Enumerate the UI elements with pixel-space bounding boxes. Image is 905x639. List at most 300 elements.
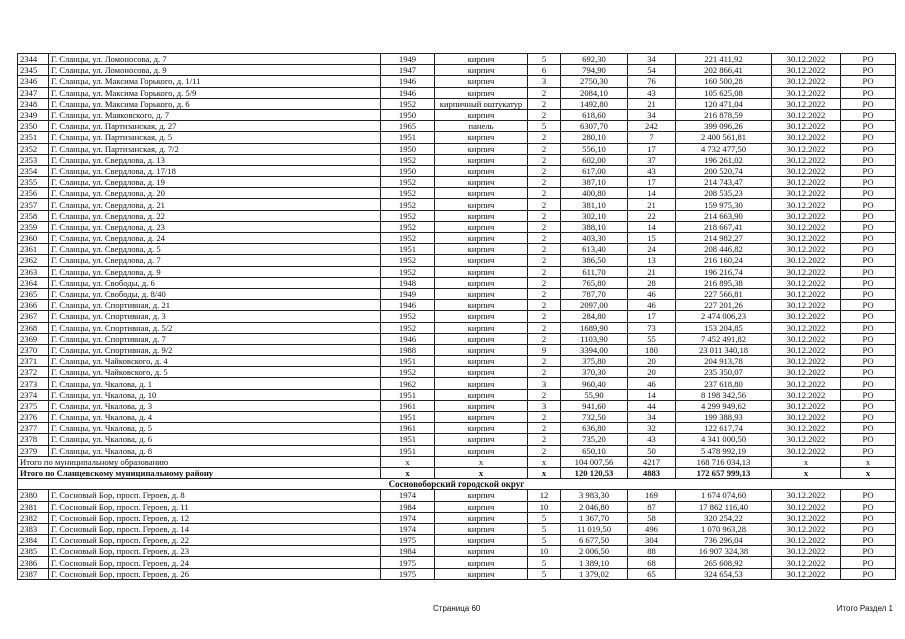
- cell-repair-cost: 324 654,53: [676, 568, 772, 579]
- cell-source-code: РО: [841, 568, 896, 579]
- cell-row-number: 2354: [18, 165, 49, 176]
- cell-residents: 76: [628, 76, 676, 87]
- cell-area: 3 983,30: [561, 490, 628, 501]
- cell-residents: 46: [628, 378, 676, 389]
- cell-repair-cost: 227 201,26: [676, 300, 772, 311]
- cell-row-number: 2349: [18, 109, 49, 120]
- cell-year-built: 1961: [381, 423, 435, 434]
- cell-deadline-date: 30.12.2022: [772, 109, 841, 120]
- cell-year-built: 1952: [381, 255, 435, 266]
- cell-row-number: 2345: [18, 65, 49, 76]
- table-row: [18, 423, 896, 434]
- table-row: [18, 568, 896, 579]
- cell-address: Г. Сланцы, ул. Чайковского, д. 5: [49, 367, 381, 378]
- cell-source-code: РО: [841, 523, 896, 534]
- total-municipal-label: Итого по муниципальному образованию: [18, 456, 381, 467]
- cell-repair-cost: 4 299 949,62: [676, 400, 772, 411]
- cell-wall-material: кирпич: [435, 154, 528, 165]
- table-row: [18, 87, 896, 98]
- cell-address: Г. Сланцы, ул. Партизанская, д. 7/2: [49, 143, 381, 154]
- cell-area: 381,10: [561, 199, 628, 210]
- cell-residents: 88: [628, 546, 676, 557]
- table-row: [18, 266, 896, 277]
- cell-residents: 46: [628, 288, 676, 299]
- cell-repair-cost: 399 096,26: [676, 121, 772, 132]
- cell-deadline-date: 30.12.2022: [772, 322, 841, 333]
- cell-repair-cost: 4 732 477,50: [676, 143, 772, 154]
- cell-address: Г. Сланцы, ул. Свердлова, д. 9: [49, 266, 381, 277]
- cell-year-built: 1975: [381, 568, 435, 579]
- cell-deadline-date: 30.12.2022: [772, 490, 841, 501]
- cell-repair-cost: 320 254,22: [676, 512, 772, 523]
- total-municipal-cost: 168 716 034,13: [676, 456, 772, 467]
- cell-source-code: РО: [841, 501, 896, 512]
- cell-address: Г. Сланцы, ул. Спортивная, д. 21: [49, 300, 381, 311]
- table-row: [18, 367, 896, 378]
- cell-wall-material: кирпич: [435, 143, 528, 154]
- cell-row-number: 2384: [18, 535, 49, 546]
- cell-residents: 14: [628, 188, 676, 199]
- cell-repair-cost: 4 341 000,50: [676, 434, 772, 445]
- cell-area: 692,30: [561, 54, 628, 65]
- cell-row-number: 2355: [18, 177, 49, 188]
- table-row: [18, 199, 896, 210]
- cell-floors: 2: [528, 233, 561, 244]
- table-row: [18, 378, 896, 389]
- table-row: [18, 188, 896, 199]
- table-row: [18, 233, 896, 244]
- cell-row-number: 2360: [18, 233, 49, 244]
- table-row: [18, 65, 896, 76]
- cell-year-built: 1975: [381, 557, 435, 568]
- cell-floors: 5: [528, 121, 561, 132]
- cell-area: 611,70: [561, 266, 628, 277]
- cell-year-built: 1950: [381, 165, 435, 176]
- cell-residents: 304: [628, 535, 676, 546]
- total-district-year: x: [381, 467, 435, 478]
- cell-row-number: 2366: [18, 300, 49, 311]
- cell-floors: 5: [528, 557, 561, 568]
- cell-year-built: 1988: [381, 344, 435, 355]
- cell-area: 6307,70: [561, 121, 628, 132]
- cell-residents: 43: [628, 165, 676, 176]
- cell-floors: 2: [528, 177, 561, 188]
- cell-source-code: РО: [841, 255, 896, 266]
- section-header-row: [18, 479, 896, 490]
- cell-row-number: 2380: [18, 490, 49, 501]
- cell-floors: 10: [528, 501, 561, 512]
- section-total-label: Итого Раздел 1: [836, 604, 893, 613]
- total-municipal-area: 104 007,56: [561, 456, 628, 467]
- cell-wall-material: кирпич: [435, 412, 528, 423]
- cell-source-code: РО: [841, 423, 896, 434]
- cell-area: 735,20: [561, 434, 628, 445]
- cell-residents: 34: [628, 109, 676, 120]
- cell-floors: 2: [528, 143, 561, 154]
- cell-address: Г. Сланцы, ул. Спортивная, д. 5/2: [49, 322, 381, 333]
- table-row: [18, 434, 896, 445]
- cell-year-built: 1951: [381, 389, 435, 400]
- cell-deadline-date: 30.12.2022: [772, 98, 841, 109]
- cell-row-number: 2358: [18, 210, 49, 221]
- cell-residents: 17: [628, 177, 676, 188]
- table-body-sosnovy-bor: [18, 490, 896, 580]
- cell-source-code: РО: [841, 378, 896, 389]
- cell-wall-material: кирпич: [435, 210, 528, 221]
- cell-floors: 2: [528, 188, 561, 199]
- cell-address: Г. Сланцы, ул. Маяковского, д. 7: [49, 109, 381, 120]
- cell-deadline-date: 30.12.2022: [772, 54, 841, 65]
- cell-deadline-date: 30.12.2022: [772, 76, 841, 87]
- cell-deadline-date: 30.12.2022: [772, 154, 841, 165]
- table-row: [18, 546, 896, 557]
- cell-area: 302,10: [561, 210, 628, 221]
- cell-year-built: 1952: [381, 210, 435, 221]
- cell-repair-cost: 16 907 324,38: [676, 546, 772, 557]
- table-row: [18, 54, 896, 65]
- cell-source-code: РО: [841, 356, 896, 367]
- cell-repair-cost: 227 566,81: [676, 288, 772, 299]
- cell-area: 400,80: [561, 188, 628, 199]
- cell-year-built: 1984: [381, 546, 435, 557]
- cell-area: 1 367,70: [561, 512, 628, 523]
- cell-source-code: РО: [841, 266, 896, 277]
- cell-wall-material: кирпич: [435, 378, 528, 389]
- cell-floors: 2: [528, 87, 561, 98]
- cell-wall-material: кирпич: [435, 65, 528, 76]
- cell-row-number: 2374: [18, 389, 49, 400]
- cell-wall-material: кирпич: [435, 434, 528, 445]
- total-district-label: Итого по Сланцевскому муниципальному району: [18, 467, 381, 478]
- cell-source-code: РО: [841, 132, 896, 143]
- cell-source-code: РО: [841, 54, 896, 65]
- table-body-slantsy: [18, 54, 896, 457]
- cell-floors: 3: [528, 400, 561, 411]
- cell-floors: 2: [528, 266, 561, 277]
- cell-floors: 2: [528, 255, 561, 266]
- cell-residents: 87: [628, 501, 676, 512]
- cell-address: Г. Сосновый Бор, просп. Героев, д. 12: [49, 512, 381, 523]
- cell-wall-material: панель: [435, 121, 528, 132]
- cell-year-built: 1952: [381, 154, 435, 165]
- cell-row-number: 2350: [18, 121, 49, 132]
- cell-address: Г. Сланцы, ул. Свердлова, д. 7: [49, 255, 381, 266]
- cell-area: 1103,90: [561, 333, 628, 344]
- cell-year-built: 1951: [381, 356, 435, 367]
- cell-floors: 2: [528, 199, 561, 210]
- cell-repair-cost: 218 667,41: [676, 221, 772, 232]
- cell-repair-cost: 105 625,08: [676, 87, 772, 98]
- cell-area: 765,80: [561, 277, 628, 288]
- cell-residents: 55: [628, 333, 676, 344]
- cell-repair-cost: 1 070 963,28: [676, 523, 772, 534]
- cell-deadline-date: 30.12.2022: [772, 221, 841, 232]
- cell-area: 6 677,50: [561, 535, 628, 546]
- table-row: [18, 277, 896, 288]
- cell-row-number: 2353: [18, 154, 49, 165]
- cell-repair-cost: 1 674 074,60: [676, 490, 772, 501]
- table-row: [18, 400, 896, 411]
- cell-row-number: 2367: [18, 311, 49, 322]
- cell-residents: 34: [628, 54, 676, 65]
- cell-row-number: 2375: [18, 400, 49, 411]
- cell-floors: 2: [528, 300, 561, 311]
- cell-row-number: 2370: [18, 344, 49, 355]
- cell-source-code: РО: [841, 546, 896, 557]
- cell-residents: 58: [628, 512, 676, 523]
- cell-residents: 20: [628, 367, 676, 378]
- cell-source-code: РО: [841, 143, 896, 154]
- cell-residents: 54: [628, 65, 676, 76]
- cell-year-built: 1947: [381, 65, 435, 76]
- cell-wall-material: кирпич: [435, 400, 528, 411]
- cell-row-number: 2352: [18, 143, 49, 154]
- cell-address: Г. Сланцы, ул. Ломоносова, д. 7: [49, 54, 381, 65]
- cell-floors: 12: [528, 490, 561, 501]
- cell-repair-cost: 2 474 006,23: [676, 311, 772, 322]
- cell-repair-cost: 17 862 116,40: [676, 501, 772, 512]
- cell-deadline-date: 30.12.2022: [772, 199, 841, 210]
- cell-floors: 2: [528, 322, 561, 333]
- cell-address: Г. Сланцы, ул. Свердлова, д. 13: [49, 154, 381, 165]
- total-municipal-year: x: [381, 456, 435, 467]
- table-row: [18, 98, 896, 109]
- cell-wall-material: кирпич: [435, 132, 528, 143]
- table-totals: [18, 456, 896, 490]
- cell-repair-cost: 159 975,30: [676, 199, 772, 210]
- cell-repair-cost: 237 618,80: [676, 378, 772, 389]
- cell-source-code: РО: [841, 322, 896, 333]
- cell-source-code: РО: [841, 300, 896, 311]
- cell-deadline-date: 30.12.2022: [772, 367, 841, 378]
- cell-residents: 24: [628, 244, 676, 255]
- cell-floors: 5: [528, 535, 561, 546]
- cell-wall-material: кирпич: [435, 255, 528, 266]
- cell-area: 794,90: [561, 65, 628, 76]
- cell-floors: 2: [528, 154, 561, 165]
- cell-deadline-date: 30.12.2022: [772, 244, 841, 255]
- cell-source-code: РО: [841, 76, 896, 87]
- cell-source-code: РО: [841, 98, 896, 109]
- cell-repair-cost: 7 452 491,82: [676, 333, 772, 344]
- cell-address: Г. Сланцы, ул. Свободы, д. 8/40: [49, 288, 381, 299]
- cell-repair-cost: 122 617,74: [676, 423, 772, 434]
- table-row: [18, 322, 896, 333]
- cell-row-number: 2373: [18, 378, 49, 389]
- cell-row-number: 2346: [18, 76, 49, 87]
- table-row: [18, 132, 896, 143]
- cell-year-built: 1951: [381, 244, 435, 255]
- cell-repair-cost: 120 471,04: [676, 98, 772, 109]
- cell-residents: 21: [628, 199, 676, 210]
- cell-residents: 15: [628, 233, 676, 244]
- cell-source-code: РО: [841, 233, 896, 244]
- cell-wall-material: кирпич: [435, 277, 528, 288]
- cell-residents: 43: [628, 434, 676, 445]
- cell-repair-cost: 196 216,74: [676, 266, 772, 277]
- cell-area: 1492,80: [561, 98, 628, 109]
- cell-row-number: 2356: [18, 188, 49, 199]
- cell-address: Г. Сланцы, ул. Свердлова, д. 21: [49, 199, 381, 210]
- table-row: [18, 389, 896, 400]
- page-number: Страница 60: [433, 604, 481, 613]
- cell-source-code: РО: [841, 367, 896, 378]
- cell-row-number: 2377: [18, 423, 49, 434]
- cell-area: 2 046,80: [561, 501, 628, 512]
- cell-deadline-date: 30.12.2022: [772, 311, 841, 322]
- cell-area: 284,80: [561, 311, 628, 322]
- cell-source-code: РО: [841, 65, 896, 76]
- cell-year-built: 1974: [381, 490, 435, 501]
- cell-year-built: 1951: [381, 445, 435, 456]
- cell-residents: 68: [628, 557, 676, 568]
- cell-year-built: 1946: [381, 333, 435, 344]
- cell-year-built: 1946: [381, 300, 435, 311]
- cell-repair-cost: 8 198 342,56: [676, 389, 772, 400]
- cell-row-number: 2387: [18, 568, 49, 579]
- cell-area: 602,00: [561, 154, 628, 165]
- cell-floors: 2: [528, 434, 561, 445]
- table-row: [18, 311, 896, 322]
- cell-source-code: РО: [841, 210, 896, 221]
- cell-repair-cost: 214 982,27: [676, 233, 772, 244]
- cell-residents: 46: [628, 300, 676, 311]
- cell-year-built: 1950: [381, 143, 435, 154]
- cell-residents: 14: [628, 389, 676, 400]
- cell-address: Г. Сосновый Бор, просп. Героев, д. 23: [49, 546, 381, 557]
- table-row: [18, 490, 896, 501]
- cell-residents: 32: [628, 423, 676, 434]
- cell-repair-cost: 235 350,07: [676, 367, 772, 378]
- total-district-floors: x: [528, 467, 561, 478]
- cell-year-built: 1952: [381, 322, 435, 333]
- cell-floors: 2: [528, 367, 561, 378]
- cell-year-built: 1952: [381, 177, 435, 188]
- cell-area: 370,30: [561, 367, 628, 378]
- cell-address: Г. Сланцы, ул. Спортивная, д. 7: [49, 333, 381, 344]
- cell-source-code: РО: [841, 311, 896, 322]
- cell-wall-material: кирпич: [435, 322, 528, 333]
- cell-area: 1 389,10: [561, 557, 628, 568]
- cell-residents: 73: [628, 322, 676, 333]
- cell-wall-material: кирпич: [435, 557, 528, 568]
- cell-wall-material: кирпич: [435, 177, 528, 188]
- cell-address: Г. Сосновый Бор, просп. Героев, д. 8: [49, 490, 381, 501]
- cell-wall-material: кирпич: [435, 288, 528, 299]
- cell-row-number: 2357: [18, 199, 49, 210]
- cell-wall-material: кирпич: [435, 165, 528, 176]
- cell-source-code: РО: [841, 109, 896, 120]
- cell-repair-cost: 736 296,04: [676, 535, 772, 546]
- cell-address: Г. Сосновый Бор, просп. Героев, д. 26: [49, 568, 381, 579]
- cell-repair-cost: 5 478 992,19: [676, 445, 772, 456]
- cell-row-number: 2344: [18, 54, 49, 65]
- table-row: [18, 165, 896, 176]
- table-row: [18, 76, 896, 87]
- cell-repair-cost: 208 535,23: [676, 188, 772, 199]
- table-row: [18, 501, 896, 512]
- total-municipal-people: 4217: [628, 456, 676, 467]
- cell-year-built: 1946: [381, 87, 435, 98]
- cell-area: 618,60: [561, 109, 628, 120]
- cell-year-built: 1951: [381, 412, 435, 423]
- cell-residents: 34: [628, 412, 676, 423]
- cell-deadline-date: 30.12.2022: [772, 546, 841, 557]
- cell-residents: 7: [628, 132, 676, 143]
- cell-address: Г. Сланцы, ул. Чкалова, д. 1: [49, 378, 381, 389]
- cell-deadline-date: 30.12.2022: [772, 132, 841, 143]
- cell-source-code: РО: [841, 400, 896, 411]
- table-row: [18, 154, 896, 165]
- cell-repair-cost: 265 608,92: [676, 557, 772, 568]
- cell-floors: 2: [528, 277, 561, 288]
- cell-wall-material: кирпич: [435, 188, 528, 199]
- cell-deadline-date: 30.12.2022: [772, 356, 841, 367]
- cell-floors: 2: [528, 389, 561, 400]
- cell-wall-material: кирпичный оштукатур: [435, 98, 528, 109]
- cell-area: 556,10: [561, 143, 628, 154]
- cell-repair-cost: 200 520,74: [676, 165, 772, 176]
- cell-deadline-date: 30.12.2022: [772, 65, 841, 76]
- cell-year-built: 1950: [381, 109, 435, 120]
- cell-repair-cost: 196 261,02: [676, 154, 772, 165]
- cell-repair-cost: 214 743,47: [676, 177, 772, 188]
- cell-deadline-date: 30.12.2022: [772, 423, 841, 434]
- cell-residents: 50: [628, 445, 676, 456]
- cell-repair-cost: 216 895,38: [676, 277, 772, 288]
- cell-source-code: РО: [841, 87, 896, 98]
- cell-floors: 2: [528, 109, 561, 120]
- table-row: [18, 557, 896, 568]
- table-row: [18, 288, 896, 299]
- cell-address: Г. Сланцы, ул. Свободы, д. 6: [49, 277, 381, 288]
- cell-row-number: 2385: [18, 546, 49, 557]
- cell-wall-material: кирпич: [435, 199, 528, 210]
- cell-wall-material: кирпич: [435, 221, 528, 232]
- cell-wall-material: кирпич: [435, 523, 528, 534]
- cell-row-number: 2361: [18, 244, 49, 255]
- cell-floors: 5: [528, 512, 561, 523]
- cell-floors: 2: [528, 412, 561, 423]
- cell-floors: 10: [528, 546, 561, 557]
- cell-year-built: 1952: [381, 311, 435, 322]
- total-municipal-floors: x: [528, 456, 561, 467]
- cell-source-code: РО: [841, 344, 896, 355]
- cell-area: 617,00: [561, 165, 628, 176]
- table-row: [18, 109, 896, 120]
- cell-wall-material: кирпич: [435, 244, 528, 255]
- cell-row-number: 2378: [18, 434, 49, 445]
- cell-floors: 3: [528, 378, 561, 389]
- cell-address: Г. Сланцы, ул. Партизанская, д. 5: [49, 132, 381, 143]
- cell-floors: 2: [528, 288, 561, 299]
- cell-address: Г. Сланцы, ул. Чкалова, д. 10: [49, 389, 381, 400]
- total-district-cost: 172 657 999,13: [676, 467, 772, 478]
- cell-source-code: РО: [841, 154, 896, 165]
- cell-year-built: 1949: [381, 54, 435, 65]
- cell-deadline-date: 30.12.2022: [772, 333, 841, 344]
- cell-repair-cost: 160 500,28: [676, 76, 772, 87]
- cell-source-code: РО: [841, 121, 896, 132]
- cell-area: 55,90: [561, 389, 628, 400]
- cell-address: Г. Сосновый Бор, просп. Героев, д. 11: [49, 501, 381, 512]
- cell-address: Г. Сланцы, ул. Максима Горького, д. 6: [49, 98, 381, 109]
- cell-row-number: 2382: [18, 512, 49, 523]
- cell-residents: 28: [628, 277, 676, 288]
- total-municipal-date: x: [772, 456, 841, 467]
- cell-row-number: 2347: [18, 87, 49, 98]
- total-district-date: x: [772, 467, 841, 478]
